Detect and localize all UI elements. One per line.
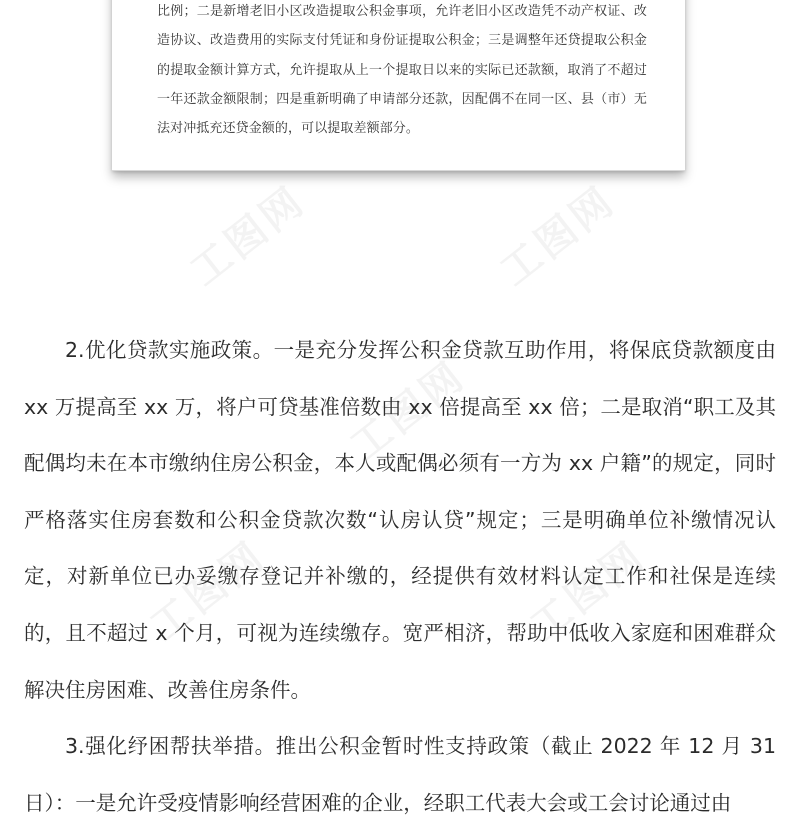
paragraph-relief-measures: 3.强化纾困帮扶举措。推出公积金暂时性支持政策（截止 2022 年 12 月 31 日）：一是允许受疫情影响经营困难的企业，经职工代表大会或工会讨论通过由 — [24, 734, 776, 815]
watermark: 工图网 — [141, 532, 275, 651]
watermark: 工图网 — [521, 532, 655, 651]
watermark: 工图网 — [491, 177, 625, 296]
card-paragraph: 比例；二是新增老旧小区改造提取公积金事项，允许老旧小区改造凭不动产权证、改造协议、改造费用的实际支付凭证和身份证提取公积金；三是调整年还贷提取公积金的提取金额计算方式，允许提取从上一个提取日以来的实际已还款额，取消了不超过一年还款金额限制；四是重新明确了申请部分还款，因配偶不在同一区、县（市）无法对冲抵充还贷金额的，可以提取差额部分。 — [157, 4, 647, 137]
document-body — [24, 322, 776, 831]
watermark: 工图网 — [181, 177, 315, 296]
watermark: 工图网 — [341, 352, 475, 471]
quote-card — [112, 0, 685, 171]
paragraph-loan-policy: 2.优化贷款实施政策。一是充分发挥公积金贷款互助作用，将保底贷款额度由 xx 万提高至 xx 万，将户可贷基准倍数由 xx 倍提高至 xx 倍；二是取消“职工及其配偶均未在本市缴纳住房公积金，本人或配偶必须有一方为 xx 户籍”的规定，同时严格落实住房套数和公积金贷款次数“认房认贷”规定；三是明确单位补缴情况认定，对新单位已办妥缴存登记并补缴的，经提供有效材料认定工作和社保是连续的，且不超过 x 个月，可视为连续缴存。宽严相济，帮助中低收入家庭和困难群众解决住房困难、改善住房条件。 — [24, 338, 776, 702]
